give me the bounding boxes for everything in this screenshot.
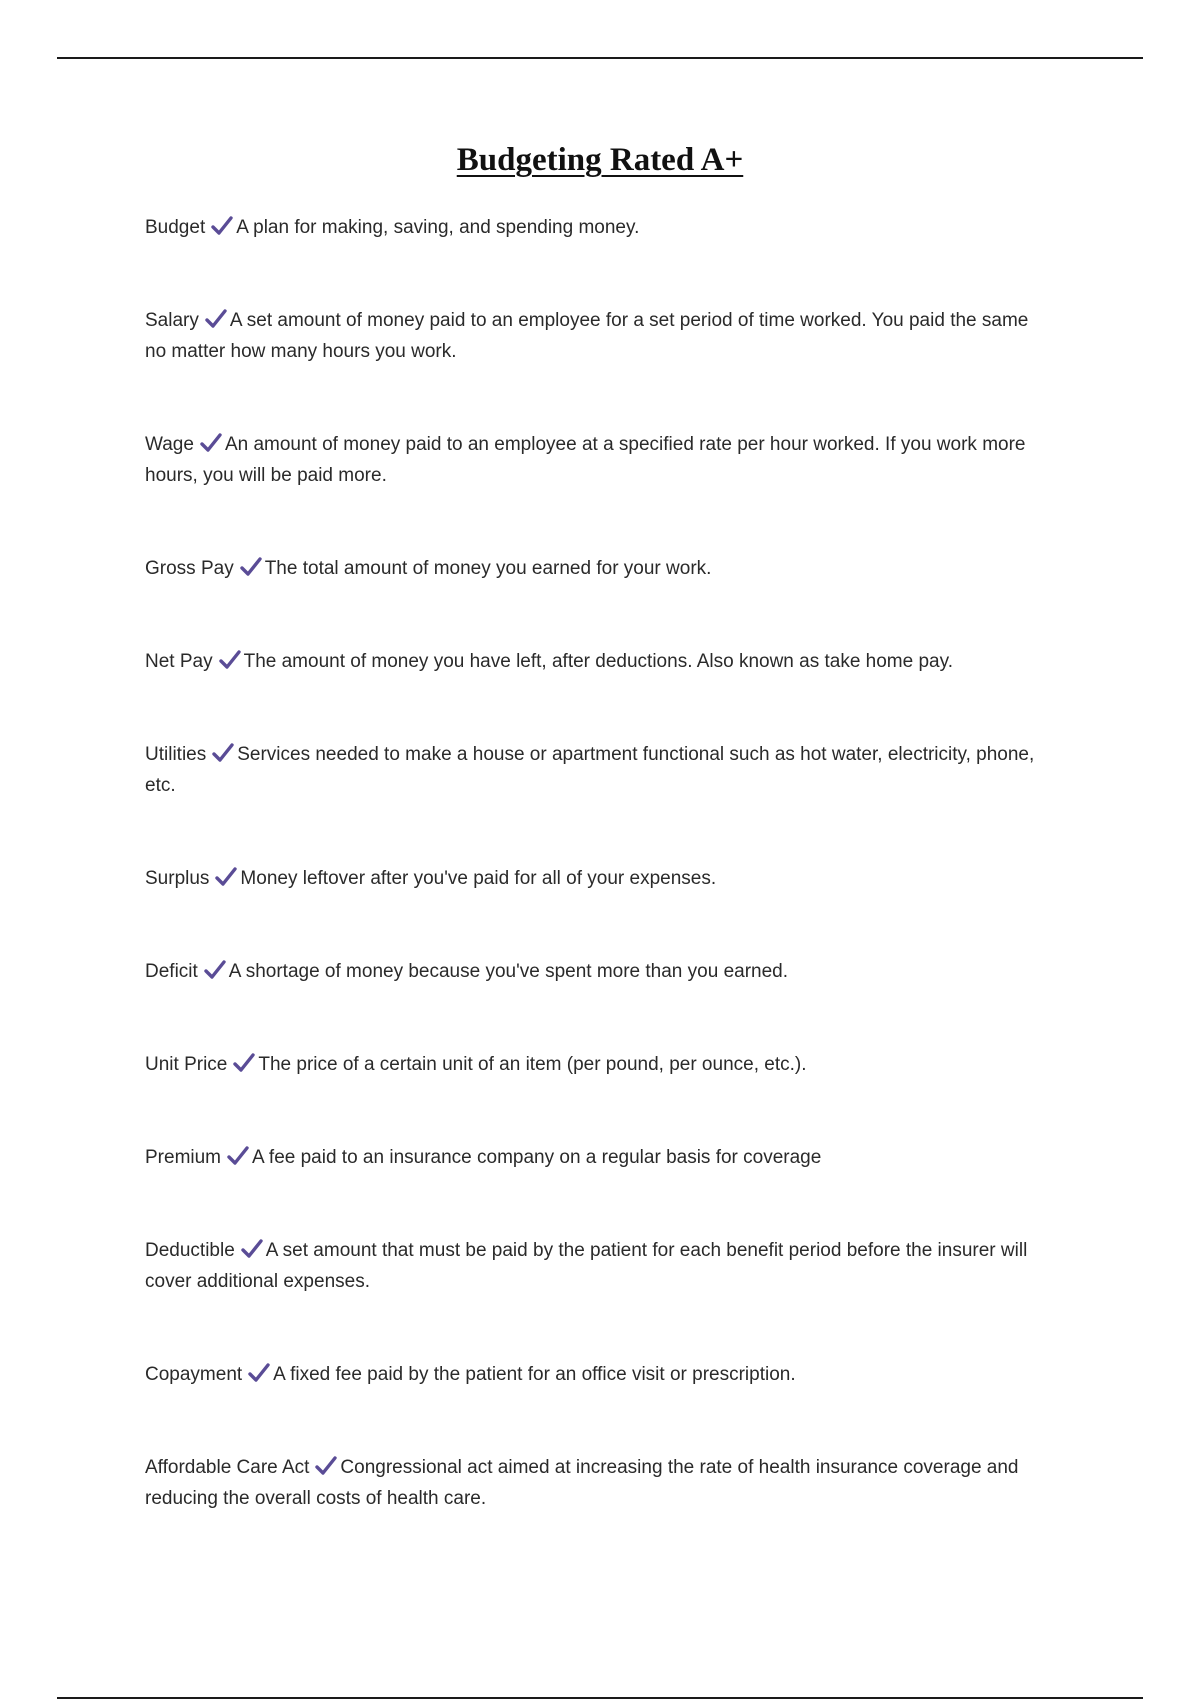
glossary-entry <box>145 429 1050 491</box>
glossary-definition: A set amount of money paid to an employee for a set period of time worked. You paid the same no matter how many hours you work. <box>145 310 1029 362</box>
check-mark-icon <box>315 1456 337 1476</box>
check-mark-icon <box>215 867 237 887</box>
check-mark-icon <box>211 216 233 236</box>
glossary-entry <box>145 1142 1050 1173</box>
glossary-term: Deficit <box>145 961 198 982</box>
glossary-entry <box>145 553 1050 584</box>
glossary-term: Budget <box>145 217 206 238</box>
glossary-term: Deductible <box>145 1240 235 1261</box>
glossary-definition: Services needed to make a house or apartment functional such as hot water, electricity, phone, etc. <box>145 744 1035 796</box>
glossary-definition: An amount of money paid to an employee at a specified rate per hour worked. If you work more hours, you will be paid more. <box>145 434 1026 486</box>
glossary-term: Premium <box>145 1147 222 1168</box>
glossary-list <box>145 212 1050 1576</box>
glossary-entry <box>145 956 1050 987</box>
glossary-term: Wage <box>145 434 194 455</box>
glossary-entry <box>145 1359 1050 1390</box>
bottom-rule <box>57 1697 1143 1699</box>
glossary-definition: A fixed fee paid by the patient for an office visit or prescription. <box>273 1364 796 1385</box>
glossary-definition: A plan for making, saving, and spending money. <box>236 217 640 238</box>
check-mark-icon <box>219 650 241 670</box>
glossary-definition: Congressional act aimed at increasing the rate of health insurance coverage and reducing the overall costs of health care. <box>145 1457 1019 1509</box>
top-rule <box>57 57 1143 59</box>
glossary-entry <box>145 1452 1050 1514</box>
glossary-entry <box>145 646 1050 677</box>
glossary-term: Copayment <box>145 1364 243 1385</box>
glossary-term: Utilities <box>145 744 207 765</box>
check-mark-icon <box>212 743 234 763</box>
glossary-entry <box>145 305 1050 367</box>
glossary-term: Unit Price <box>145 1054 228 1075</box>
page-title <box>0 142 1200 179</box>
check-mark-icon <box>205 309 227 329</box>
glossary-term: Affordable Care Act <box>145 1457 310 1478</box>
glossary-definition: Money leftover after you've paid for all of your expenses. <box>240 868 717 889</box>
glossary-entry <box>145 739 1050 801</box>
check-mark-icon <box>241 1239 263 1259</box>
check-mark-icon <box>248 1363 270 1383</box>
check-mark-icon <box>200 433 222 453</box>
glossary-definition: The price of a certain unit of an item (per pound, per ounce, etc.). <box>258 1054 807 1075</box>
glossary-term: Surplus <box>145 868 210 889</box>
page-title-text: Budgeting Rated A+ <box>456 142 744 178</box>
glossary-entry <box>145 863 1050 894</box>
glossary-definition: A fee paid to an insurance company on a regular basis for coverage <box>252 1147 822 1168</box>
glossary-definition: The total amount of money you earned for your work. <box>264 558 712 579</box>
glossary-entry <box>145 212 1050 243</box>
check-mark-icon <box>204 960 226 980</box>
glossary-definition: The amount of money you have left, after deductions. Also known as take home pay. <box>243 651 953 672</box>
glossary-definition: A set amount that must be paid by the patient for each benefit period before the insurer will cover additional expenses. <box>145 1240 1028 1292</box>
glossary-definition: A shortage of money because you've spent more than you earned. <box>228 961 789 982</box>
check-mark-icon <box>233 1053 255 1073</box>
glossary-term: Salary <box>145 310 199 331</box>
check-mark-icon <box>240 557 262 577</box>
glossary-entry <box>145 1235 1050 1297</box>
glossary-term: Net Pay <box>145 651 213 672</box>
check-mark-icon <box>227 1146 249 1166</box>
glossary-entry <box>145 1049 1050 1080</box>
glossary-term: Gross Pay <box>145 558 234 579</box>
